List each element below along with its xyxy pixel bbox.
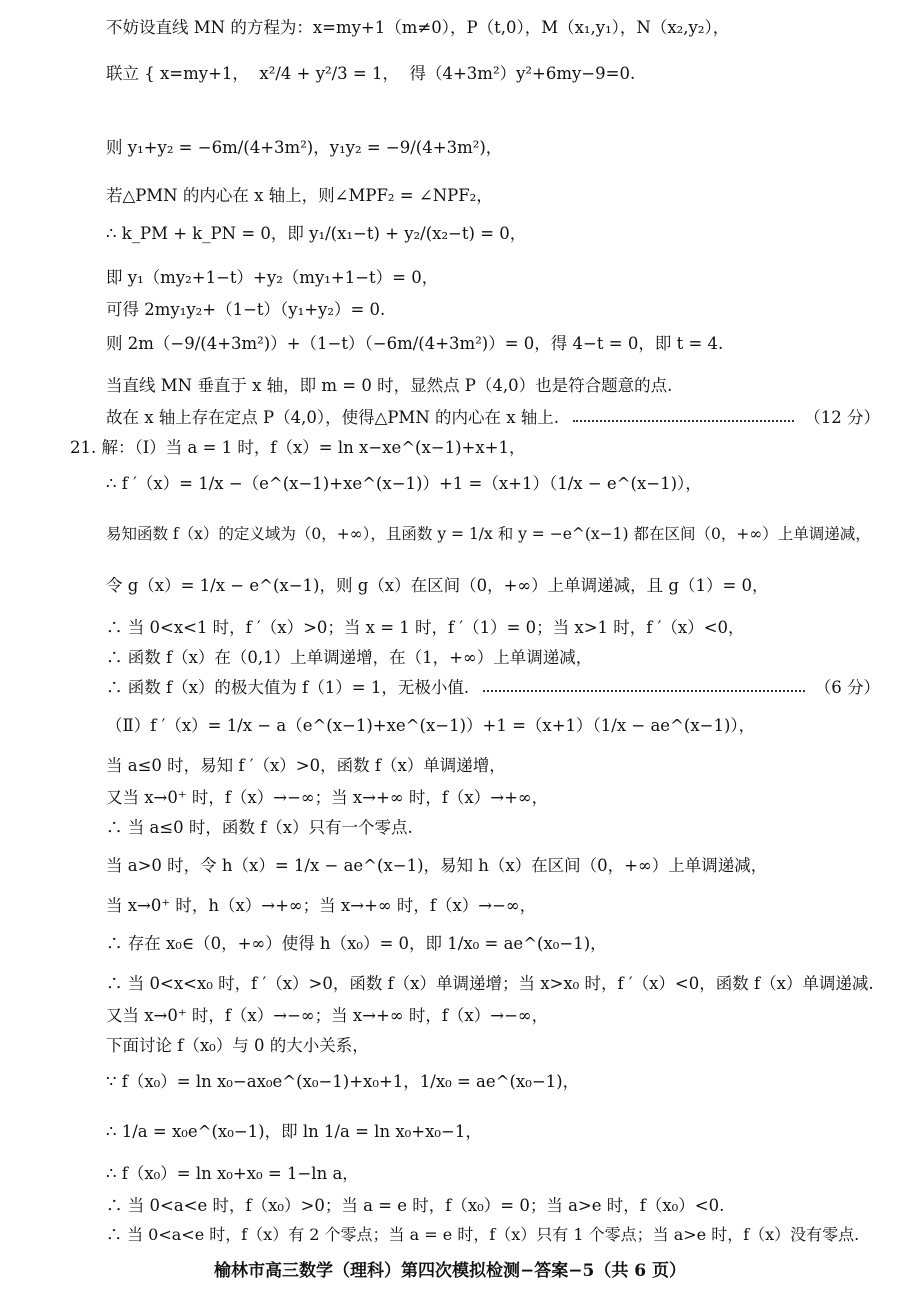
leader-dots — [483, 690, 805, 692]
line-text: ∴ 当 0<a<e 时，f（x）有 2 个零点；当 a = e 时，f（x）只有 1 个零点；当 a>e 时，f（x）没有零点. — [106, 1225, 860, 1244]
line-text: 当 a≤0 时，易知 f ′（x）>0，函数 f（x）单调递增， — [106, 756, 506, 775]
score-marker: （12 分） — [804, 408, 880, 427]
line-text: 当 a>0 时，令 h（x）= 1/x − ae^(x−1)，易知 h（x）在区间（0，+∞）上单调递减， — [106, 856, 768, 875]
line-text: ∴ 函数 f（x）在（0,1）上单调递增，在（1，+∞）上单调递减， — [106, 648, 593, 667]
line-text: 易知函数 f（x）的定义域为（0，+∞），且函数 y = 1/x 和 y = −e^(x−1) 都在区间（0，+∞）上单调递减， — [106, 525, 871, 543]
line-text: ∴ 存在 x₀∈（0，+∞）使得 h（x₀）= 0，即 1/x₀ = ae^(x₀−1)， — [106, 934, 607, 953]
line-text: ∴ f（x₀）= ln x₀+x₀ = 1−ln a， — [106, 1164, 359, 1183]
line-text: 又当 x→0⁺ 时，f（x）→−∞；当 x→+∞ 时，f（x）→−∞， — [106, 1006, 549, 1025]
line-text: 联立 { x=my+1， x²/4 + y²/3 = 1， 得（4+3m²）y²+6my−9=0. — [106, 64, 636, 83]
line-text: （Ⅱ）f ′（x）= 1/x − a（e^(x−1)+xe^(x−1)）+1 =（x+1）（1/x − ae^(x−1)）， — [106, 716, 756, 735]
line-text: ∴ 1/a = x₀e^(x₀−1)，即 ln 1/a = ln x₀+x₀−1， — [106, 1122, 482, 1141]
line-text: 当 x→0⁺ 时，h（x）→+∞；当 x→+∞ 时，f（x）→−∞， — [106, 896, 537, 915]
line-text: ∵ f（x₀）= ln x₀−ax₀e^(x₀−1)+x₀+1，1/x₀ = ae^(x₀−1)， — [106, 1072, 580, 1091]
line-text: 下面讨论 f（x₀）与 0 的大小关系， — [106, 1036, 369, 1055]
line-text: 即 y₁（my₂+1−t）+y₂（my₁+1−t）= 0， — [106, 268, 439, 287]
line-text: ∴ 当 a≤0 时，函数 f（x）只有一个零点. — [106, 818, 413, 837]
line-text: ∴ k_PM + k_PN = 0，即 y₁/(x₁−t) + y₂/(x₂−t) = 0， — [106, 224, 527, 243]
line-text: 若△PMN 的内心在 x 轴上，则∠MPF₂ = ∠NPF₂， — [106, 186, 493, 205]
leader-dots — [573, 420, 794, 422]
line-text: ∴ 当 0<x<1 时，f ′（x）>0；当 x = 1 时，f ′（1）= 0；当 x>1 时，f ′（x）<0， — [106, 618, 745, 637]
line-text: 令 g（x）= 1/x − e^(x−1)，则 g（x）在区间（0，+∞）上单调递减，且 g（1）= 0， — [106, 576, 769, 595]
page-footer: 榆林市高三数学（理科）第四次模拟检测−答案−5（共 6 页） — [214, 1261, 686, 1281]
line-text: ∴ 当 0<x<x₀ 时，f ′（x）>0，函数 f（x）单调递增；当 x>x₀ 时，f ′（x）<0，函数 f（x）单调递减. — [106, 974, 874, 993]
line-text: 21. 解：（Ⅰ）当 a = 1 时，f（x）= ln x−xe^(x−1)+x+1， — [70, 438, 526, 457]
line-text: ∴ 当 0<a<e 时，f（x₀）>0；当 a = e 时，f（x₀）= 0；当 a>e 时，f（x₀）<0. — [106, 1196, 725, 1215]
line-text: ∴ f ′（x）= 1/x −（e^(x−1)+xe^(x−1)）+1 =（x+1）（1/x − e^(x−1)）， — [106, 474, 702, 493]
line-text: 又当 x→0⁺ 时，f（x）→−∞；当 x→+∞ 时，f（x）→+∞， — [106, 788, 549, 807]
line-text: 不妨设直线 MN 的方程为：x=my+1（m≠0），P（t,0），M（x₁,y₁），N（x₂,y₂）， — [106, 18, 730, 37]
line-text: 则 y₁+y₂ = −6m/(4+3m²)，y₁y₂ = −9/(4+3m²)， — [106, 138, 503, 157]
line-text: 可得 2my₁y₂+（1−t）（y₁+y₂）= 0. — [106, 300, 386, 319]
line-text: 则 2m（−9/(4+3m²)）+（1−t）（−6m/(4+3m²)）= 0，得 4−t = 0，即 t = 4. — [106, 334, 724, 353]
line-text: 当直线 MN 垂直于 x 轴，即 m = 0 时，显然点 P（4,0）也是符合题意的点. — [106, 376, 673, 395]
line-text: ∴ 函数 f（x）的极大值为 f（1）= 1，无极小值. — [106, 678, 470, 697]
score-marker: （6 分） — [814, 678, 880, 697]
line-text: 故在 x 轴上存在定点 P（4,0），使得△PMN 的内心在 x 轴上. — [106, 408, 560, 427]
